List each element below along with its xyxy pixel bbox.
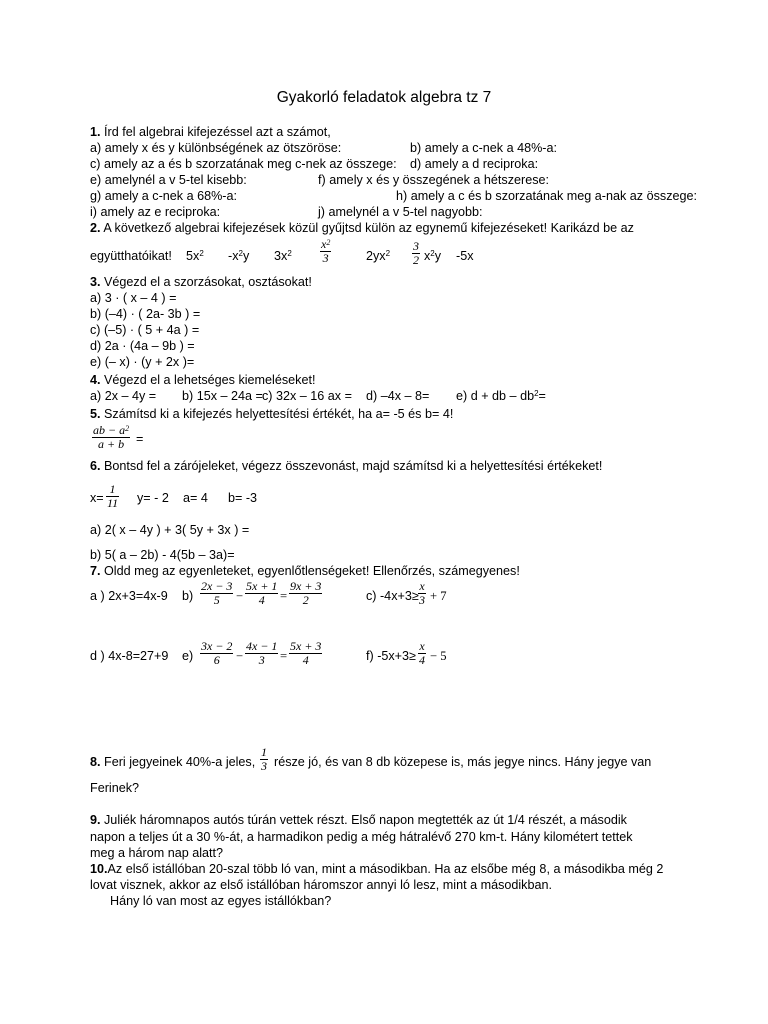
q8-post-text: része jó, és van 8 db közepese is, más jegye nincs. Hány jegye van — [274, 755, 652, 769]
q7-item-f-label: f) -5x+3≥ — [366, 649, 416, 663]
q1-item-c: c) amely az a és b szorzatának meg c-nek az összege: — [90, 157, 397, 171]
q7-c-rest: + 7 — [430, 589, 447, 603]
q6-item-b: b) 5( a – 2b) - 4(5b – 3a)= — [90, 548, 235, 562]
q6-b-value: b= -3 — [228, 491, 258, 505]
q2-heading — [90, 220, 634, 236]
q7-c-fraction: $\frac{x}{3}$ — [419, 579, 425, 607]
q10-line2: lovat visznek, akkor az első istállóban háromszor annyi ló lesz, mint a másodikban. — [90, 878, 552, 892]
q1-item-d: d) amely a d reciproka: — [410, 157, 539, 171]
q8-pre-text: Feri jegyeinek 40%-a jeles, — [100, 755, 256, 769]
q6-y-value: y= - 2 — [137, 491, 169, 505]
q7-f-fraction: $\frac{x}{4}$ — [419, 639, 425, 667]
q2-term-x2y-b: $x^2y$ — [424, 249, 442, 263]
q6-item-a: a) 2( x – 4y ) + 3( 5y + 3x ) = — [90, 523, 250, 537]
q4-item-c: c) 32x – 16 ax = — [262, 389, 352, 403]
q6-a-value: a= 4 — [183, 491, 208, 505]
q8-line2: Ferinek? — [90, 781, 139, 795]
page-title: Gyakorló feladatok algebra tz 7 — [276, 89, 492, 106]
q1-item-f: f) amely x és y összegének a hétszerese: — [318, 173, 549, 187]
q4-heading-text: Végezd el a lehetséges kiemeléseket! — [100, 373, 316, 387]
q9-number: 9. — [90, 813, 101, 827]
q7-f-rest: − 5 — [430, 649, 447, 663]
q2-heading-text: A következő algebrai kifejezések közül gyűjtsd külön az egynemű kifejezéseket! Karikázd be az — [100, 221, 634, 235]
q1-heading — [90, 124, 331, 140]
q6-x-label: x= — [90, 491, 104, 505]
q2-term-minus5x: -5x — [456, 249, 474, 263]
q2-term-x2-over-3: $\frac{x^2}{3}$ — [321, 237, 331, 265]
q6-heading — [90, 458, 602, 474]
q6-heading-text: Bontsd fel a zárójeleket, végezz összevonást, majd számítsd ki a helyettesítési értékeket! — [100, 459, 603, 473]
q2-term-x2y: $-x^2y$ — [228, 249, 250, 263]
q7-heading — [90, 563, 520, 579]
q3-item-e: e) (– x) · (y + 2x )= — [90, 355, 195, 369]
q7-item-a: a ) 2x+3=4x-9 — [90, 589, 168, 603]
q2-term-3x2: $3x^2$ — [274, 249, 292, 263]
q2-term-2yx2: $2yx^2$ — [366, 249, 391, 263]
q7-b-equals: = — [280, 589, 288, 603]
q8-number: 8. — [90, 755, 101, 769]
q7-b-minus: − — [236, 589, 244, 603]
q9-line2: napon a teljes út a 30 %-át, a harmadikon pedig a még hátralévő 270 km-t. Hány kilométert tettek — [90, 830, 633, 844]
q4-heading — [90, 372, 315, 388]
q7-item-c-label: c) -4x+3≥ — [366, 589, 419, 603]
q6-x-fraction: $\frac{1}{11}$ — [107, 482, 119, 510]
q4-number: 4. — [90, 373, 101, 387]
q7-e-fraction-3: $\frac{5x + 3}{4}$ — [290, 639, 322, 667]
q5-heading-text: Számítsd ki a kifejezés helyettesítési értékét, ha a= -5 és b= 4! — [100, 407, 454, 421]
q3-heading — [90, 274, 312, 290]
q1-item-i: i) amely az e reciproka: — [90, 205, 221, 219]
q1-item-j: j) amelynél a v 5-tel nagyobb: — [318, 205, 483, 219]
q9-line1-text: Juliék háromnapos autós túrán vettek részt. Első napon megtették az út 1/4 részét, a második — [100, 813, 627, 827]
q9-line1 — [90, 812, 627, 828]
q1-item-e: e) amelynél a v 5-tel kisebb: — [90, 173, 247, 187]
q3-item-d: d) 2a · (4a – 9b ) = — [90, 339, 195, 353]
q6-number: 6. — [90, 459, 101, 473]
q3-item-c: c) (–5) · ( 5 + 4a ) = — [90, 323, 200, 337]
q1-item-b: b) amely a c-nek a 48%-a: — [410, 141, 557, 155]
q4-item-e: e) d + db – $db^2=$ — [456, 389, 546, 403]
q1-item-g: g) amely a c-nek a 68%-a: — [90, 189, 237, 203]
q7-e-fraction-1: $\frac{3x - 2}{6}$ — [201, 639, 233, 667]
q5-heading — [90, 406, 453, 422]
q7-item-e-label: e) — [182, 649, 194, 663]
q4-item-a: a) 2x – 4y = — [90, 389, 157, 403]
q7-item-d: d ) 4x-8=27+9 — [90, 649, 169, 663]
q2-number: 2. — [90, 221, 101, 235]
q10-line3: Hány ló van most az egyes istállókban? — [110, 894, 332, 908]
q3-number: 3. — [90, 275, 101, 289]
q2-term-5x2: $5x^2$ — [186, 249, 204, 263]
q4-item-d: d) –4x – 8= — [366, 389, 430, 403]
q1-item-a: a) amely x és y különbségének az ötszöröse: — [90, 141, 342, 155]
q3-item-b: b) (–4) · ( 2a- 3b ) = — [90, 307, 201, 321]
q1-number: 1. — [90, 125, 101, 139]
q1-heading-text: Írd fel algebrai kifejezéssel azt a számot, — [100, 125, 331, 139]
q5-equals: = — [136, 432, 144, 446]
q7-e-minus: − — [236, 649, 244, 663]
q5-number: 5. — [90, 407, 101, 421]
q2-line2: együtthatóikat! — [90, 249, 172, 263]
q8-line1-start — [90, 754, 255, 770]
q8-fraction: $\frac{1}{3}$ — [261, 745, 267, 773]
q3-heading-text: Végezd el a szorzásokat, osztásokat! — [100, 275, 312, 289]
q7-heading-text: Oldd meg az egyenleteket, egyenlőtlenségeket! Ellenőrzés, számegyenes! — [100, 564, 520, 578]
q10-line1 — [90, 861, 663, 877]
q4-item-b: b) 15x – 24a = — [182, 389, 263, 403]
q7-e-equals: = — [280, 649, 288, 663]
q7-b-fraction-1: $\frac{2x - 3}{5}$ — [201, 579, 233, 607]
q7-b-fraction-2: $\frac{5x + 1}{4}$ — [246, 579, 278, 607]
q5-fraction: $\frac{ab - a^2}{a + b}$ — [93, 423, 130, 451]
q7-b-fraction-3: $\frac{9x + 3}{2}$ — [290, 579, 322, 607]
q7-number: 7. — [90, 564, 101, 578]
q10-number: 10. — [90, 862, 108, 876]
q7-e-fraction-2: $\frac{4x - 1}{3}$ — [246, 639, 278, 667]
q3-item-a: a) 3 · ( x – 4 ) = — [90, 291, 177, 305]
q9-line3: meg a három nap alatt? — [90, 846, 224, 860]
q1-item-h: h) amely a c és b szorzatának meg a-nak az összege: — [396, 189, 697, 203]
q10-line1-text: Az első istállóban 20-szal több ló van, mint a másodikban. Ha az elsőbe még 8, a másodikba még 2 — [107, 862, 664, 876]
q2-term-3-over-2: $\frac{3}{2}$ — [413, 239, 419, 267]
q7-item-b-label: b) — [182, 589, 194, 603]
